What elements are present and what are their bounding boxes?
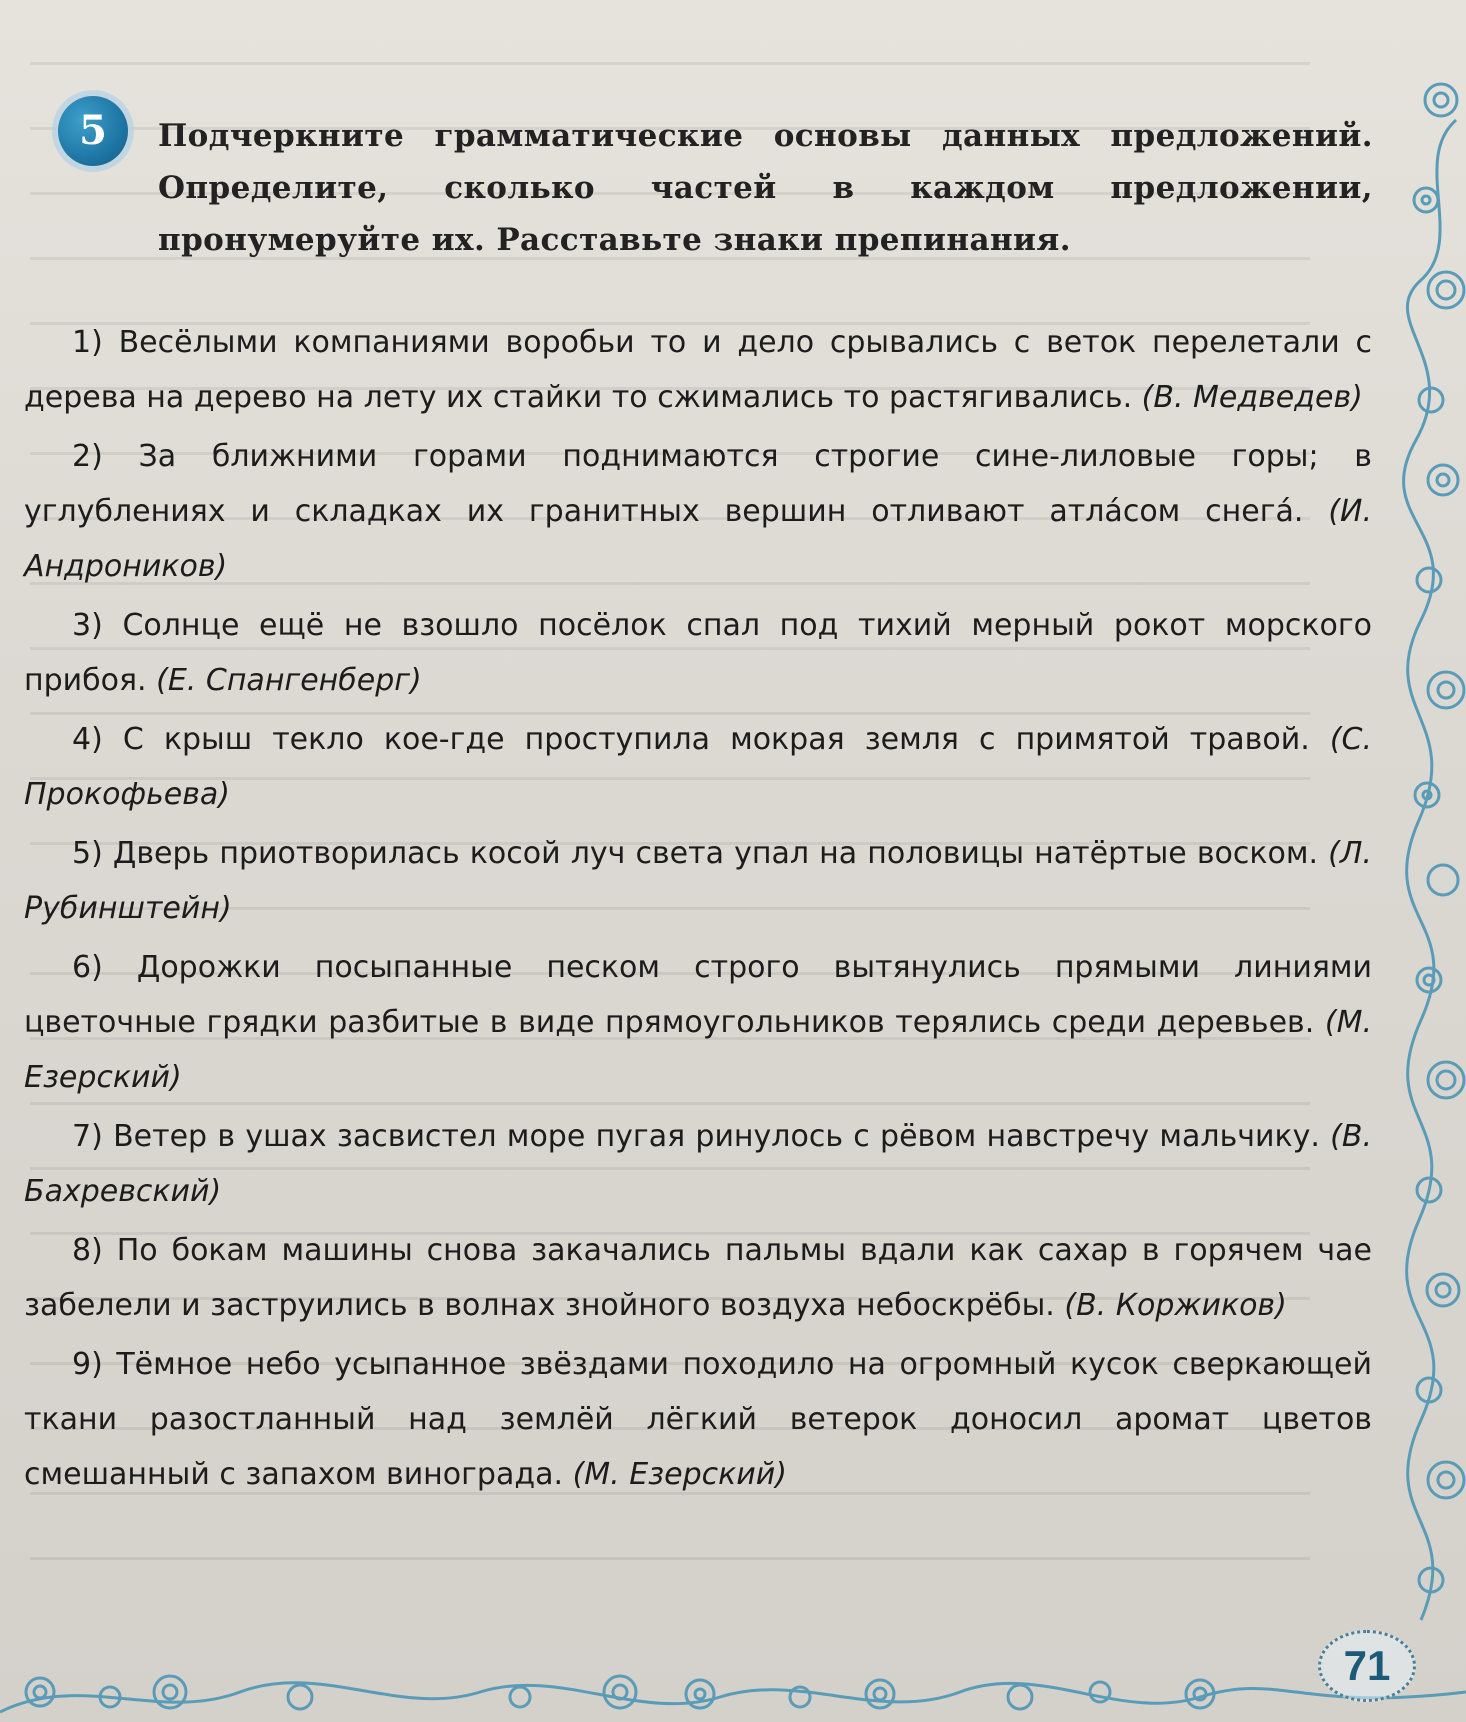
- item-author: (И. Андроников): [24, 494, 1372, 584]
- item-text: По бокам машины снова закачались пальмы вдали как сахар в горячем чае забелели и заструились в волнах знойного воздуха небоскрёбы.: [24, 1233, 1372, 1323]
- item-number: 9): [72, 1347, 103, 1382]
- item-number: 3): [72, 608, 103, 643]
- item-author: (М. Езерский): [24, 1005, 1372, 1095]
- exercise-item: [24, 429, 1372, 594]
- item-author: (В. Бахревский): [24, 1119, 1372, 1209]
- exercise-item: [24, 1337, 1372, 1502]
- item-number: 6): [72, 950, 103, 985]
- page-number: 71: [1318, 1630, 1416, 1702]
- exercise-item: [24, 598, 1372, 708]
- item-text: Ветер в ушах засвистел море пугая ринулось с рёвом навстречу мальчику.: [113, 1119, 1320, 1154]
- item-number: 1): [72, 325, 103, 360]
- item-number: 7): [72, 1119, 103, 1154]
- item-text: За ближними горами поднимаются строгие сине-лиловые горы; в углублениях и складках их гранитных вершин отливают атла́сом снега́.: [24, 439, 1372, 529]
- item-text: Солнце ещё не взошло посёлок спал под тихий мерный рокот морского прибоя.: [24, 608, 1372, 698]
- exercise-item: [24, 826, 1372, 936]
- item-number: 5): [72, 836, 103, 871]
- item-text: Весёлыми компаниями воробьи то и дело срывались с веток перелетали с дерева на дерево на лету их стайки то сжимались то растягивались.: [24, 325, 1372, 415]
- item-author: (М. Езерский): [572, 1457, 787, 1492]
- swirl-ornament-right: [1371, 60, 1466, 1660]
- exercise-item: [24, 315, 1372, 425]
- exercise-item: [24, 1223, 1372, 1333]
- item-author: (Е. Спангенберг): [156, 663, 422, 698]
- item-number: 8): [72, 1233, 103, 1268]
- item-text: Дорожки посыпанные песком строго вытянулись прямыми линиями цветочные грядки разбитые в виде прямоугольников терялись среди деревьев.: [24, 950, 1372, 1040]
- exercise-item: [24, 712, 1372, 822]
- exercise-list: [24, 315, 1372, 1506]
- task-instruction: Подчеркните грамматические основы данных предложений. Определите, сколько частей в каждом предложении, пронумеруйте их. Расставьте знаки препинания.: [158, 118, 1373, 258]
- item-author: (С. Прокофьева): [24, 722, 1372, 812]
- item-author: (Л. Рубинштейн): [24, 836, 1372, 926]
- item-author: (В. Коржиков): [1064, 1288, 1287, 1323]
- exercise-item: [24, 940, 1372, 1105]
- item-text: Дверь приотворилась косой луч света упал на половицы натёртые воском.: [112, 836, 1319, 871]
- task-number-badge: 5: [58, 96, 128, 166]
- item-text: Тёмное небо усыпанное звёздами походило на огромный кусок сверкающей ткани разостланный над землёй лёгкий ветерок доносил аромат цветов смешанный с запахом винограда.: [24, 1347, 1372, 1492]
- swirl-ornament-bottom: [0, 1642, 1466, 1722]
- item-number: 4): [72, 722, 103, 757]
- item-author: (В. Медведев): [1141, 380, 1363, 415]
- exercise-item: [24, 1109, 1372, 1219]
- item-number: 2): [72, 439, 103, 474]
- item-text: С крыш текло кое-где проступила мокрая земля с примятой травой.: [122, 722, 1310, 757]
